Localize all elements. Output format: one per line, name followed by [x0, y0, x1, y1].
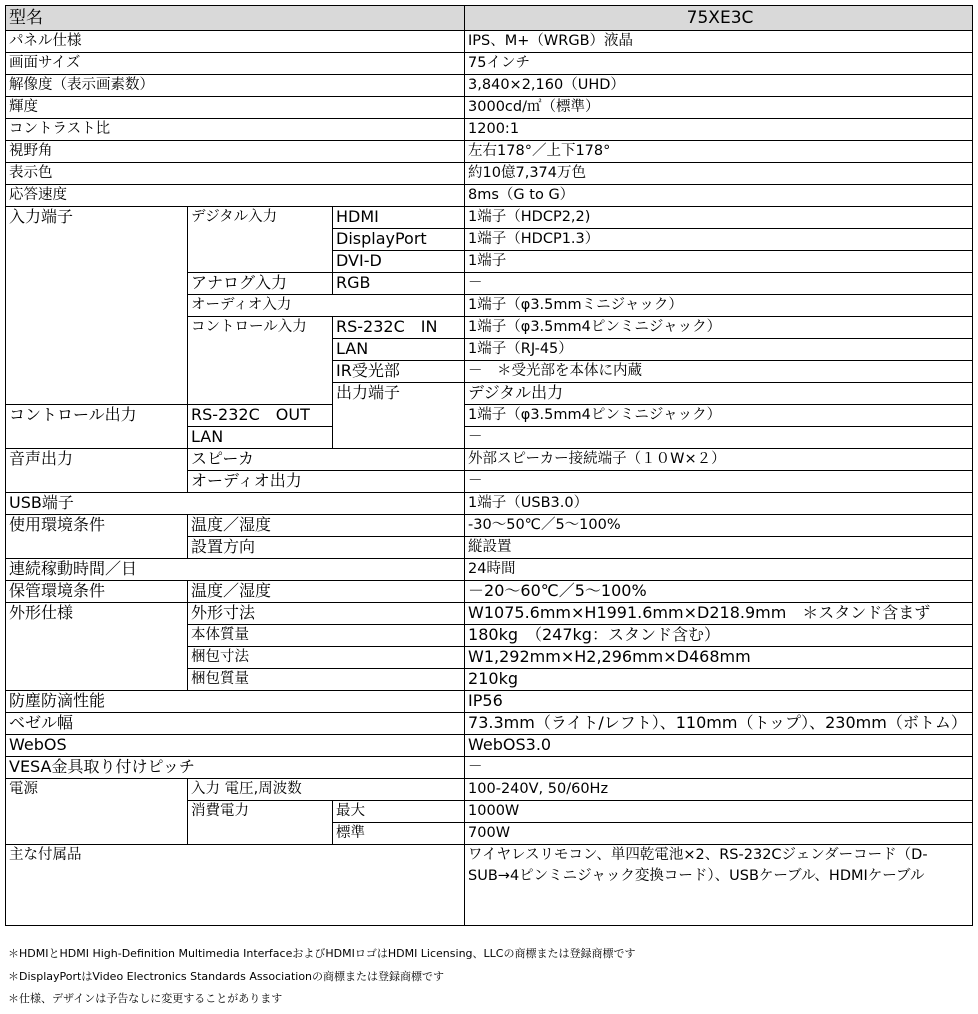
row-value: －	[465, 427, 973, 449]
row-value: 210kg	[465, 669, 973, 691]
table-row	[6, 405, 973, 427]
sub-label: オーディオ出力	[188, 471, 465, 493]
row-value: 100-240V, 50/60Hz	[465, 779, 973, 801]
row-label: 防塵防滴性能	[6, 691, 465, 713]
port-label: DisplayPort	[333, 229, 465, 251]
port-label: RGB	[333, 273, 465, 295]
port-label: 最大	[333, 801, 465, 823]
row-label: WebOS	[6, 735, 465, 757]
row-value: 外部スピーカー接続端子（１０W×２）	[465, 449, 973, 471]
sub-label: デジタル入力	[188, 207, 333, 273]
table-row	[6, 515, 973, 537]
port-label: HDMI	[333, 207, 465, 229]
port-label: IR受光部	[333, 361, 465, 383]
table-row	[6, 581, 973, 603]
footnote: ＊仕様、デザインは予告なしに変更することがあります	[8, 992, 283, 1005]
row-value: 1端子（RJ-45）	[465, 339, 973, 361]
group-label: 保管環境条件	[6, 581, 188, 603]
row-value: W1075.6mm×H1991.6mm×D218.9mm ＊スタンド含まず	[465, 603, 973, 625]
row-label: 画面サイズ	[6, 53, 465, 75]
row-label: 応答速度	[6, 185, 465, 207]
group-label: 使用環境条件	[6, 515, 188, 559]
table-row	[6, 691, 973, 713]
sub-label: 本体質量	[188, 625, 465, 647]
port-label: DVI-D	[333, 251, 465, 273]
footnote: ＊DisplayPortはVideo Electronics Standards Associationの商標または登録商標です	[8, 969, 445, 983]
row-label: コントラスト比	[6, 119, 465, 141]
row-value: 1端子	[465, 251, 973, 273]
row-value: 1200:1	[465, 119, 973, 141]
table-row	[6, 449, 973, 471]
port-label: LAN	[333, 339, 465, 361]
sub-label: デジタル出力	[465, 383, 973, 405]
table-row	[6, 493, 973, 515]
row-value: W1,292mm×H2,296mm×D468mm	[465, 647, 973, 669]
table-row	[6, 207, 973, 229]
table-row	[6, 53, 973, 75]
row-value: ワイヤレスリモコン、単四乾電池×2、RS-232Cジェンダーコード（D-SUB→4ピンミニジャック変換コード）、USBケーブル、HDMIケーブル	[465, 845, 973, 926]
spec-table	[5, 5, 973, 926]
table-row	[6, 713, 973, 735]
footnotes	[8, 946, 968, 1014]
port-label: RS-232C IN	[333, 317, 465, 339]
sub-label: オーディオ入力	[188, 295, 465, 317]
table-row	[6, 119, 973, 141]
row-label: パネル仕様	[6, 31, 465, 53]
sub-label: 設置方向	[188, 537, 465, 559]
row-value: － ＊受光部を本体に内蔵	[465, 361, 973, 383]
port-label: LAN	[188, 427, 333, 449]
row-value: -30～50℃／5～100%	[465, 515, 973, 537]
table-row	[6, 75, 973, 97]
table-row	[6, 779, 973, 801]
sub-label: アナログ入力	[188, 273, 333, 295]
spec-sheet	[5, 5, 972, 926]
row-label: ベゼル幅	[6, 713, 465, 735]
row-value: 1000W	[465, 801, 973, 823]
row-value: －20～60℃／5～100%	[465, 581, 973, 603]
table-row	[6, 845, 973, 926]
sub-label: コントロール出力	[6, 405, 188, 449]
row-label: 視野角	[6, 141, 465, 163]
row-value: 1端子（φ3.5mmミニジャック）	[465, 295, 973, 317]
row-value: 73.3mm（ライト/レフト）、110mm（トップ）、230mm（ボトム）	[465, 713, 973, 735]
row-label: 表示色	[6, 163, 465, 185]
sub-label: コントロール入力	[188, 317, 333, 405]
row-value: 8ms（G to G）	[465, 185, 973, 207]
row-value: 1端子（USB3.0）	[465, 493, 973, 515]
row-value: 75インチ	[465, 53, 973, 75]
table-row	[6, 163, 973, 185]
sub-label: 入力 電圧,周波数	[188, 779, 465, 801]
group-label: 音声出力	[6, 449, 188, 493]
row-value: IP56	[465, 691, 973, 713]
sub-label: スピーカ	[188, 449, 465, 471]
row-value: －	[465, 273, 973, 295]
sub-label: 梱包寸法	[188, 647, 465, 669]
row-label: USB端子	[6, 493, 465, 515]
row-value: 1端子（HDCP2,2)	[465, 207, 973, 229]
table-row	[6, 559, 973, 581]
header-row	[6, 6, 973, 31]
group-label: 入力端子	[6, 207, 188, 405]
row-label: 解像度（表示画素数）	[6, 75, 465, 97]
group-label: 電源	[6, 779, 188, 845]
group-label: 外形仕様	[6, 603, 188, 691]
row-value: 24時間	[465, 559, 973, 581]
table-row	[6, 757, 973, 779]
row-value: 縦設置	[465, 537, 973, 559]
row-value: 3,840×2,160（UHD）	[465, 75, 973, 97]
table-row	[6, 603, 973, 625]
model-name: 75XE3C	[465, 6, 973, 31]
row-value: －	[465, 757, 973, 779]
table-row	[6, 141, 973, 163]
row-value: 3000cd/㎡（標準）	[465, 97, 973, 119]
table-row	[6, 97, 973, 119]
row-value: －	[465, 471, 973, 493]
row-value: 1端子（φ3.5mm4ピンミニジャック）	[465, 405, 973, 427]
port-label: 標準	[333, 823, 465, 845]
row-value: 700W	[465, 823, 973, 845]
table-row	[6, 735, 973, 757]
row-label: 主な付属品	[6, 845, 465, 926]
row-label: VESA金具取り付けピッチ	[6, 757, 465, 779]
sub-label: 消費電力	[188, 801, 333, 845]
row-value: 約10億7,374万色	[465, 163, 973, 185]
sub-label: 梱包質量	[188, 669, 465, 691]
row-value: 左右178°／上下178°	[465, 141, 973, 163]
row-value: WebOS3.0	[465, 735, 973, 757]
footnote: ＊HDMIとHDMI High-Definition Multimedia InterfaceおよびHDMIロゴはHDMI Licensing、LLCの商標または登録商標です	[8, 947, 636, 960]
row-value: 1端子（φ3.5mm4ピンミニジャック）	[465, 317, 973, 339]
port-label: RS-232C OUT	[188, 405, 333, 427]
row-value: 180kg （247kg：スタンド含む）	[465, 625, 973, 647]
sub-label: 外形寸法	[188, 603, 465, 625]
group-label: 出力端子	[333, 383, 465, 449]
row-value: IPS、M+（WRGB）液晶	[465, 31, 973, 53]
row-label: 輝度	[6, 97, 465, 119]
sub-label: 温度／湿度	[188, 581, 465, 603]
row-value: 1端子（HDCP1.3）	[465, 229, 973, 251]
sub-label: 温度／湿度	[188, 515, 465, 537]
row-label: 連続稼動時間／日	[6, 559, 465, 581]
table-row	[6, 31, 973, 53]
table-row	[6, 185, 973, 207]
header-label: 型名	[6, 6, 465, 31]
